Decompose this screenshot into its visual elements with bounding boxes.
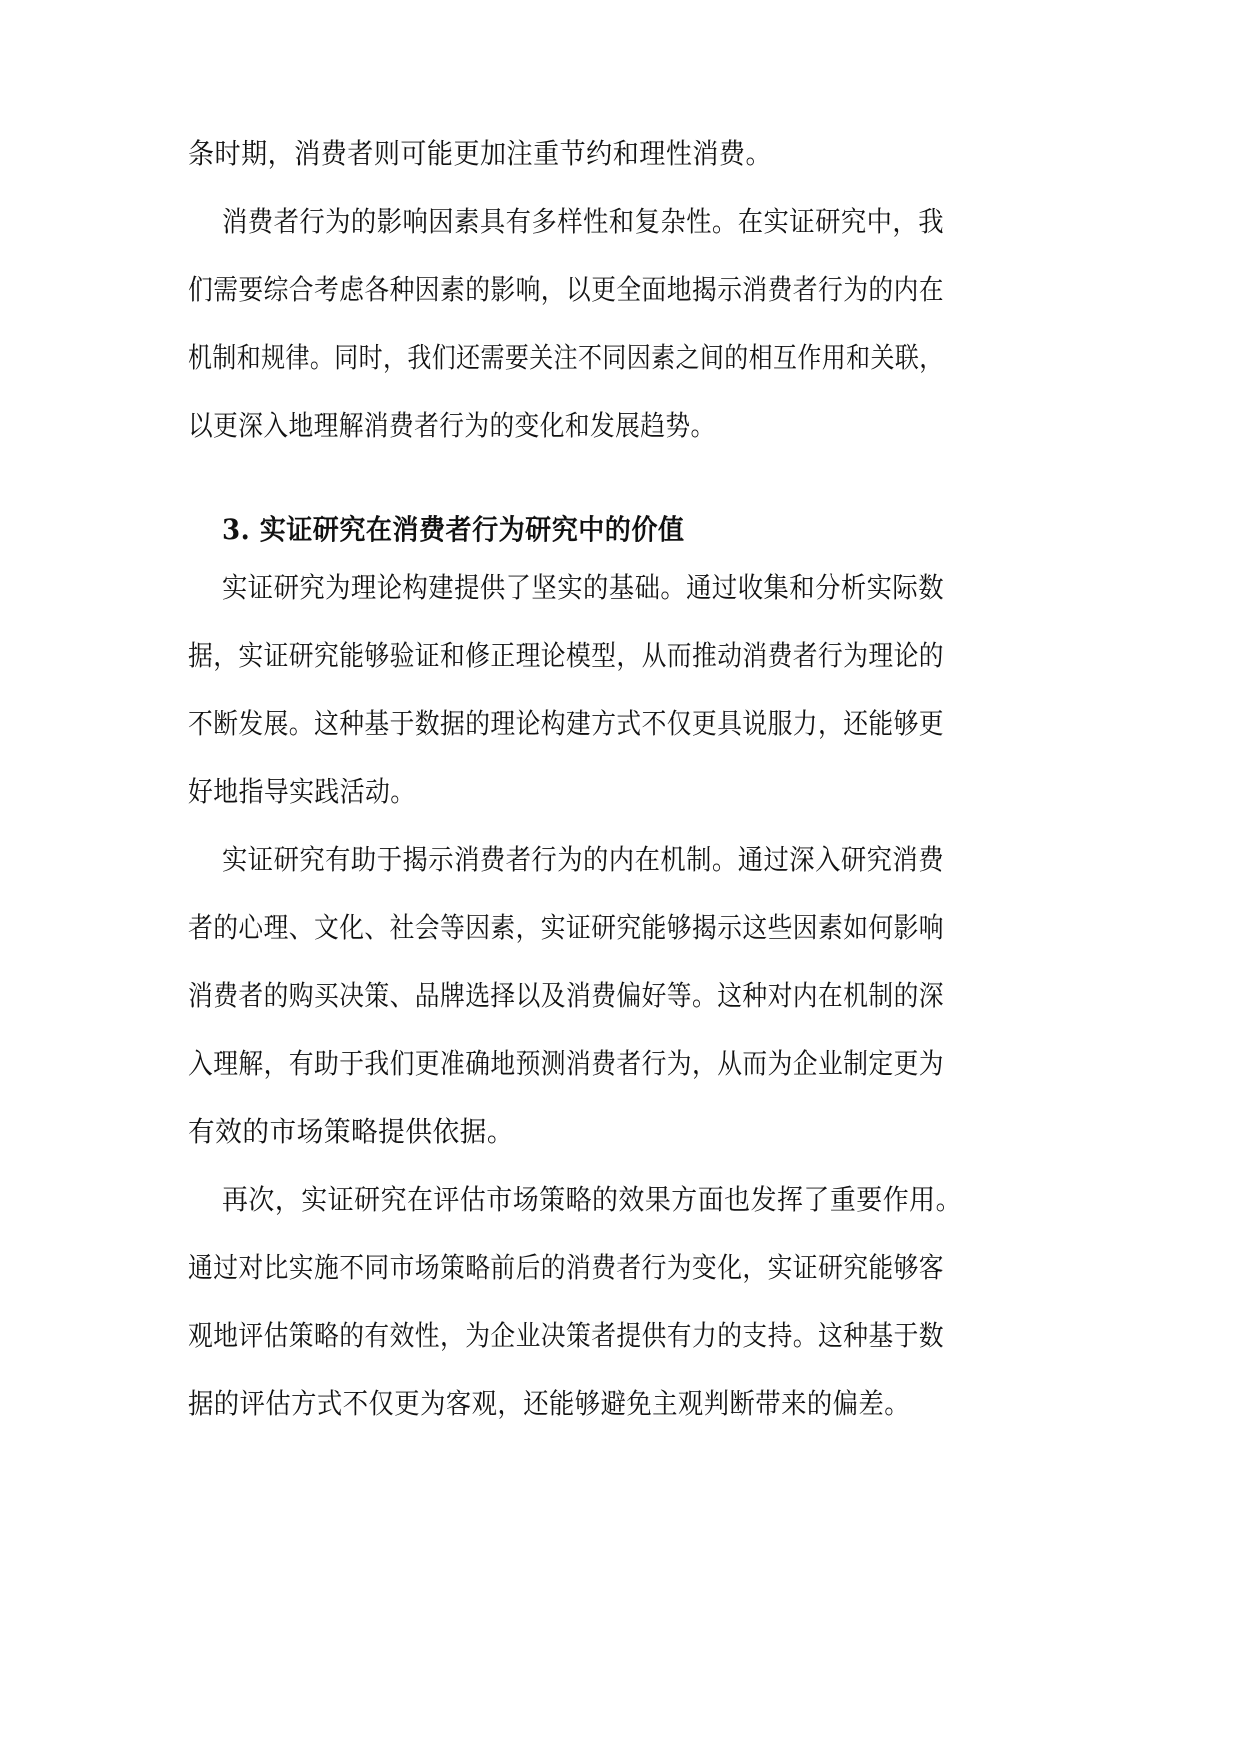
paragraph-line: 不断发展。这种基于数据的理论构建方式不仅更具说服力，还能够更 xyxy=(188,707,945,740)
paragraph-line: 们需要综合考虑各种因素的影响，以更全面地揭示消费者行为的内在 xyxy=(188,273,945,306)
paragraph-line: 者的心理、文化、社会等因素，实证研究能够揭示这些因素如何影响 xyxy=(188,911,945,944)
paragraph-line: 通过对比实施不同市场策略前后的消费者行为变化，实证研究能够客 xyxy=(188,1251,945,1284)
paragraph-line: 实证研究为理论构建提供了坚实的基础。通过收集和分析实际数 xyxy=(222,571,945,604)
paragraph-line: 再次，实证研究在评估市场策略的效果方面也发挥了重要作用。 xyxy=(222,1183,963,1216)
paragraph-line: 机制和规律。同时，我们还需要关注不同因素之间的相互作用和关联， xyxy=(188,341,944,374)
paragraph-line: 观地评估策略的有效性，为企业决策者提供有力的支持。这种基于数 xyxy=(188,1319,945,1352)
paragraph-line: 条时期，消费者则可能更加注重节约和理性消费。 xyxy=(188,137,773,170)
paragraph-line: 以更深入地理解消费者行为的变化和发展趋势。 xyxy=(188,409,716,442)
paragraph-line: 好地指导实践活动。 xyxy=(188,775,416,808)
paragraph-line: 消费者行为的影响因素具有多样性和复杂性。在实证研究中，我 xyxy=(222,205,945,238)
paragraph-line: 实证研究有助于揭示消费者行为的内在机制。通过深入研究消费 xyxy=(222,843,945,876)
paragraph-line: 据，实证研究能够验证和修正理论模型，从而推动消费者行为理论的 xyxy=(188,639,945,672)
section-heading: 3. 实证研究在消费者行为研究中的价值 xyxy=(222,513,685,546)
paragraph-line: 消费者的购买决策、品牌选择以及消费偏好等。这种对内在机制的深 xyxy=(188,979,945,1012)
paragraph-line: 据的评估方式不仅更为客观，还能够避免主观判断带来的偏差。 xyxy=(188,1387,911,1420)
paragraph-line: 有效的市场策略提供依据。 xyxy=(188,1115,515,1148)
paragraph-line: 入理解，有助于我们更准确地预测消费者行为，从而为企业制定更为 xyxy=(188,1047,945,1080)
